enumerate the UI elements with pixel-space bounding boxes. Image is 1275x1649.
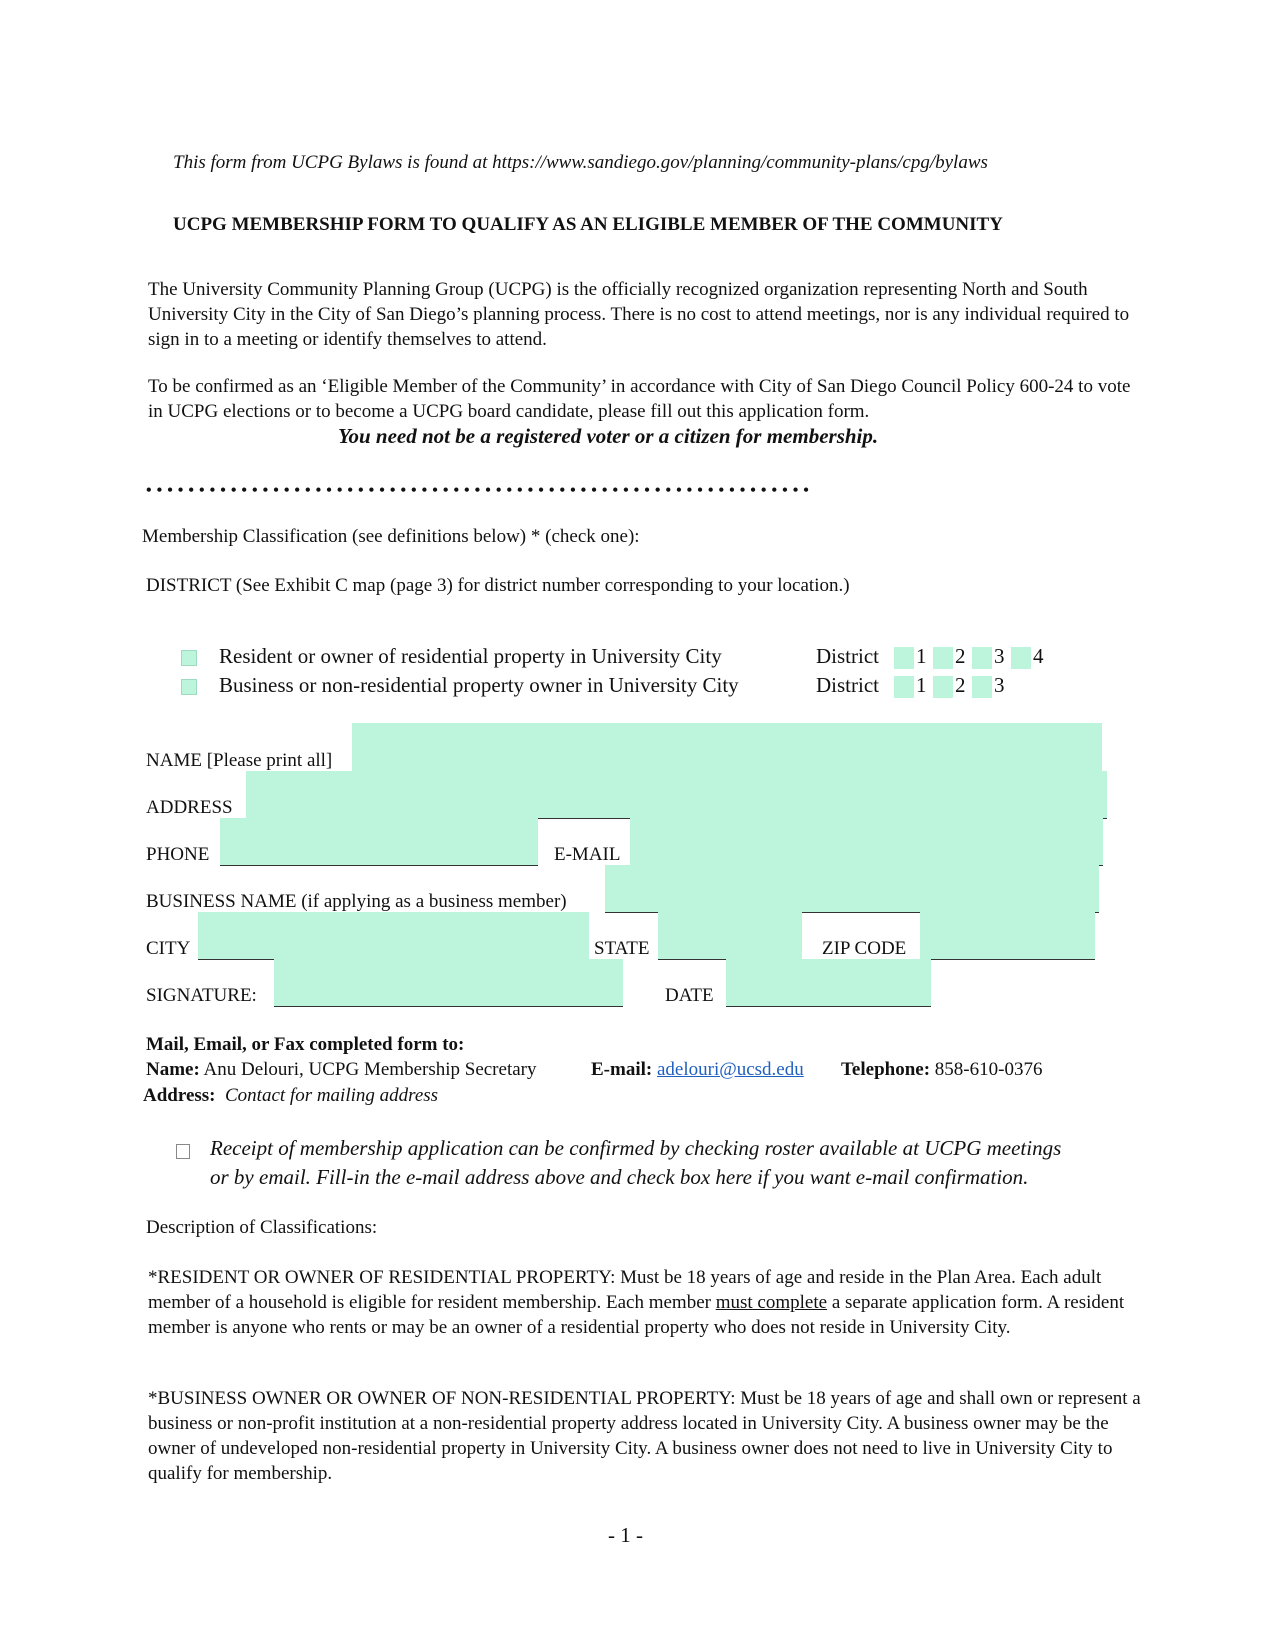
address-field[interactable] bbox=[246, 771, 1107, 818]
resident-definition-part2: a separate application form. A resident member is anyone who rents or may be an owner of a residential property who does not reside in University City. bbox=[148, 1292, 1125, 1338]
zip-label: ZIP CODE bbox=[822, 938, 907, 959]
business-district-label: District bbox=[816, 673, 879, 697]
description-heading: Description of Classifications: bbox=[146, 1217, 378, 1238]
business-definition: *BUSINESS OWNER OR OWNER OF NON-RESIDENTIAL PROPERTY: Must be 18 years of age and shall own or represent a business or non-profit institution at a non-residential property address located in University City. A business owner may be the owner of undeveloped non-residential property in University City. A business owner does not need to live in University City to qualify for membership. bbox=[148, 1388, 1141, 1484]
name-label: NAME [Please print all] bbox=[146, 750, 333, 771]
contact-name-value: Anu Delouri, UCPG Membership Secretary bbox=[203, 1059, 537, 1080]
business-name-label: BUSINESS NAME (if applying as a business member) bbox=[146, 891, 567, 912]
address-label: ADDRESS bbox=[146, 797, 233, 818]
page-title: UCPG MEMBERSHIP FORM TO QUALIFY AS AN ELIGIBLE MEMBER OF THE COMMUNITY bbox=[173, 214, 1003, 235]
date-underline bbox=[726, 1006, 931, 1007]
resident-district-4: 4 bbox=[1033, 644, 1044, 668]
city-field[interactable] bbox=[198, 912, 589, 959]
resident-definition bbox=[148, 1265, 1148, 1340]
state-field[interactable] bbox=[658, 912, 802, 959]
resident-district-1-box[interactable] bbox=[894, 647, 914, 669]
intro-paragraph: The University Community Planning Group (UCPG) is the officially recognized organization representing North and South University City in the City of San Diego’s planning process. There is no cost to attend meetings, nor is any individual required to sign in to a meeting or identify themselves to attend. bbox=[148, 279, 1130, 350]
business-name-field[interactable] bbox=[605, 865, 1099, 912]
receipt-line-2: or by email. Fill-in the e-mail address above and check box here if you want e-mail confirmation. bbox=[210, 1165, 1029, 1189]
resident-checkbox[interactable] bbox=[181, 650, 197, 666]
business-district-2-box[interactable] bbox=[933, 676, 953, 698]
contact-email-link[interactable]: adelouri@ucsd.edu bbox=[656, 1059, 804, 1080]
resident-definition-part1: *RESIDENT OR OWNER OF RESIDENTIAL PROPERTY: Must be 18 years of age and reside in the Plan Area. Each adult member of a household is eligible for resident membership. Each member bbox=[148, 1267, 1102, 1313]
resident-district-1: 1 bbox=[916, 644, 927, 668]
resident-district-3: 3 bbox=[994, 644, 1005, 668]
email-label: E-MAIL bbox=[554, 844, 621, 865]
date-field[interactable] bbox=[726, 959, 931, 1006]
resident-definition-underlined: must complete bbox=[715, 1292, 828, 1313]
eligibility-paragraph: To be confirmed as an ‘Eligible Member of the Community’ in accordance with City of San Diego Council Policy 600-24 to vote in UCPG elections or to become a UCPG board candidate, please fill out this application form. bbox=[148, 376, 1131, 422]
contact-phone-label: Telephone: bbox=[841, 1059, 931, 1080]
business-district-1: 1 bbox=[916, 673, 927, 697]
signature-underline bbox=[274, 1006, 623, 1007]
business-district-3: 3 bbox=[994, 673, 1005, 697]
resident-district-2: 2 bbox=[955, 644, 966, 668]
business-checkbox[interactable] bbox=[181, 679, 197, 695]
contact-heading: Mail, Email, or Fax completed form to: bbox=[146, 1034, 465, 1055]
contact-address-line bbox=[143, 1085, 438, 1107]
date-label: DATE bbox=[665, 985, 714, 1006]
resident-district-label: District bbox=[816, 644, 879, 668]
email-field[interactable] bbox=[630, 818, 1103, 865]
zip-field[interactable] bbox=[920, 912, 1095, 959]
contact-email-label: E-mail: bbox=[591, 1059, 653, 1080]
page-number: - 1 - bbox=[608, 1523, 643, 1547]
contact-address-label: Address: bbox=[143, 1085, 216, 1106]
contact-email-line bbox=[591, 1059, 804, 1081]
district-label: DISTRICT (See Exhibit C map (page 3) for district number corresponding to your location.) bbox=[146, 575, 850, 596]
zip-underline bbox=[920, 959, 1095, 960]
resident-district-4-box[interactable] bbox=[1011, 647, 1031, 669]
city-label: CITY bbox=[146, 938, 191, 959]
voter-note: You need not be a registered voter or a citizen for membership. bbox=[338, 424, 879, 448]
email-confirmation-checkbox[interactable] bbox=[176, 1144, 190, 1159]
phone-field[interactable] bbox=[220, 818, 538, 865]
contact-name-line bbox=[146, 1059, 536, 1081]
business-option-label: Business or non-residential property owner in University City bbox=[219, 673, 739, 697]
phone-label: PHONE bbox=[146, 844, 210, 865]
business-district-2: 2 bbox=[955, 673, 966, 697]
name-field[interactable] bbox=[352, 723, 1102, 771]
contact-phone-line bbox=[841, 1059, 1042, 1081]
receipt-line-1: Receipt of membership application can be confirmed by checking roster available at UCPG meetings bbox=[210, 1136, 1062, 1160]
signature-field[interactable] bbox=[274, 959, 623, 1006]
signature-label: SIGNATURE: bbox=[146, 985, 257, 1006]
contact-name-label: Name: bbox=[146, 1059, 200, 1080]
contact-phone-value: 858-610-0376 bbox=[934, 1059, 1043, 1080]
header-note: This form from UCPG Bylaws is found at https://www.sandiego.gov/planning/community-plans/cpg/bylaws bbox=[173, 152, 988, 173]
business-district-3-box[interactable] bbox=[972, 676, 992, 698]
resident-district-2-box[interactable] bbox=[933, 647, 953, 669]
resident-district-3-box[interactable] bbox=[972, 647, 992, 669]
contact-address-value: Contact for mailing address bbox=[225, 1085, 439, 1106]
business-district-1-box[interactable] bbox=[894, 676, 914, 698]
dotted-separator: • • • • • • • • • • • • • • • • • • • • • • • • • • • • • • • • • • • • • • • • • • • • • • • • • • • • • • • • • • • • • • • bbox=[146, 482, 810, 499]
resident-option-label: Resident or owner of residential property in University City bbox=[219, 644, 722, 668]
classification-label: Membership Classification (see definitions below) * (check one): bbox=[142, 526, 640, 547]
phone-underline bbox=[220, 865, 538, 866]
state-label: STATE bbox=[594, 938, 650, 959]
